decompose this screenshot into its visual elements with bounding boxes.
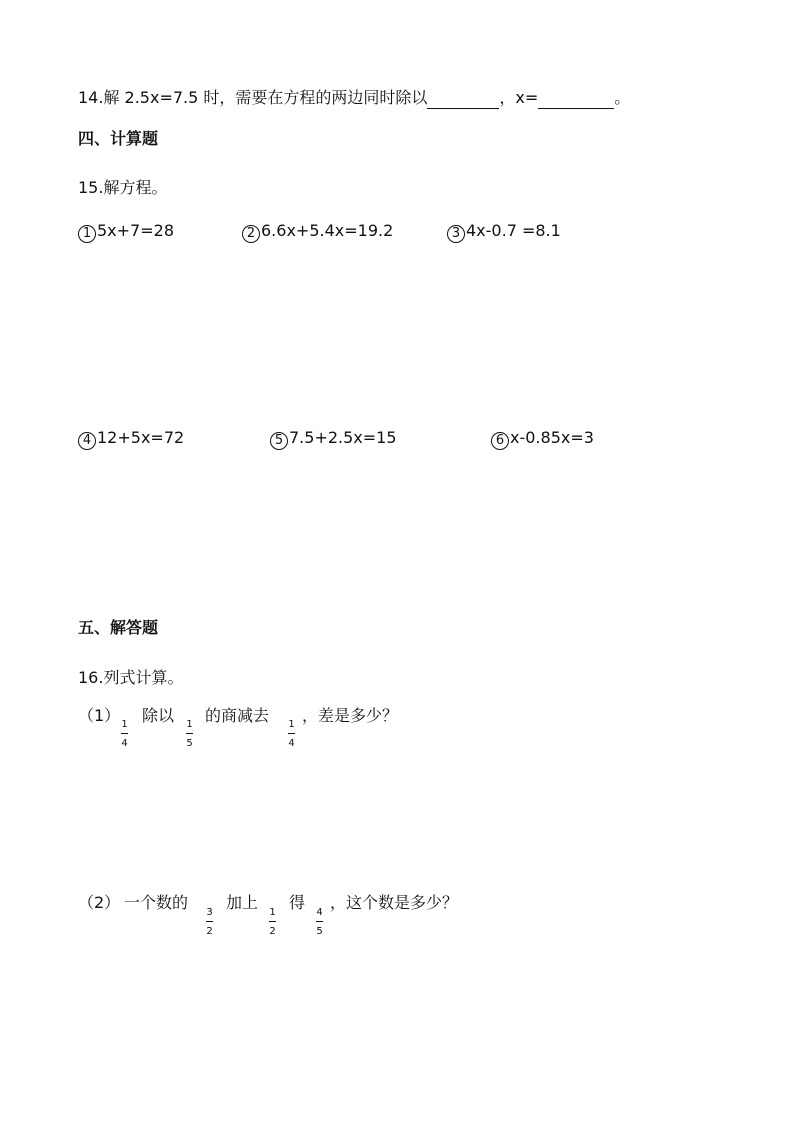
equation-5-text: 7.5+2.5x=15 (289, 428, 397, 447)
circled-number-3: 3 (447, 225, 465, 243)
fraction-bar (269, 921, 276, 922)
q16-part2-text-3: 得 (289, 893, 306, 912)
q16-part1-fraction-1 (121, 720, 128, 749)
question-16-title: 16.列式计算。 (78, 668, 184, 687)
fraction-denominator: 4 (288, 738, 295, 749)
q14-blank-2[interactable] (538, 88, 614, 109)
equation-6-text: x-0.85x=3 (510, 428, 594, 447)
q14-prefix: 14.解 2.5x=7.5 时，需要在方程的两边同时除以 (78, 88, 428, 107)
fraction-denominator: 5 (316, 926, 323, 937)
fraction-denominator: 5 (186, 738, 193, 749)
fraction-bar (206, 921, 213, 922)
fraction-numerator: 3 (206, 907, 213, 918)
q16-part2-text-1: 一个数的 (124, 893, 189, 912)
q14-middle: ，x= (499, 88, 539, 107)
fraction-denominator: 2 (269, 926, 276, 937)
fraction-bar (186, 733, 193, 734)
q16-part2-text-4: ，这个数是多少？ (330, 893, 459, 912)
equation-3 (447, 221, 561, 243)
fraction-denominator: 2 (206, 926, 213, 937)
q16-part1-fraction-2 (186, 720, 193, 749)
fraction-bar (288, 733, 295, 734)
q16-part2-fraction-1 (206, 908, 213, 937)
equation-4-text: 12+5x=72 (97, 428, 185, 447)
equation-2-text: 6.6x+5.4x=19.2 (261, 221, 394, 240)
q16-part2-label: （2） (78, 893, 121, 912)
fraction-bar (121, 733, 128, 734)
fraction-bar (316, 921, 323, 922)
fraction-numerator: 1 (186, 719, 193, 730)
section-4-heading: 四、计算题 (78, 129, 159, 148)
equation-4 (78, 428, 184, 450)
section-5-heading: 五、解答题 (78, 618, 159, 637)
q16-part2-text-2: 加上 (226, 893, 259, 912)
circled-number-1: 1 (78, 225, 96, 243)
circled-number-2: 2 (242, 225, 260, 243)
fraction-numerator: 1 (288, 719, 295, 730)
equation-1 (78, 221, 174, 243)
circled-number-5: 5 (270, 432, 288, 450)
q16-part1-text-1: 除以 (142, 706, 175, 725)
q16-part2-fraction-2 (269, 908, 276, 937)
q16-part1-text-3: ，差是多少？ (302, 706, 399, 725)
fraction-denominator: 4 (121, 738, 128, 749)
question-14 (78, 88, 630, 109)
question-15-title: 15.解方程。 (78, 178, 168, 197)
equation-2 (242, 221, 393, 243)
q16-part1-text-2: 的商减去 (205, 706, 270, 725)
q14-suffix: 。 (614, 88, 631, 107)
q16-part2-fraction-3 (316, 908, 323, 937)
fraction-numerator: 1 (121, 719, 128, 730)
equation-1-text: 5x+7=28 (97, 221, 174, 240)
equation-5 (270, 428, 397, 450)
fraction-numerator: 4 (316, 907, 323, 918)
q16-part1-label: （1） (78, 706, 121, 725)
equation-3-text: 4x-0.7 =8.1 (466, 221, 561, 240)
circled-number-4: 4 (78, 432, 96, 450)
equation-6 (491, 428, 594, 450)
circled-number-6: 6 (491, 432, 509, 450)
q16-part1-fraction-3 (288, 720, 295, 749)
fraction-numerator: 1 (269, 907, 276, 918)
q14-blank-1[interactable] (427, 88, 499, 109)
